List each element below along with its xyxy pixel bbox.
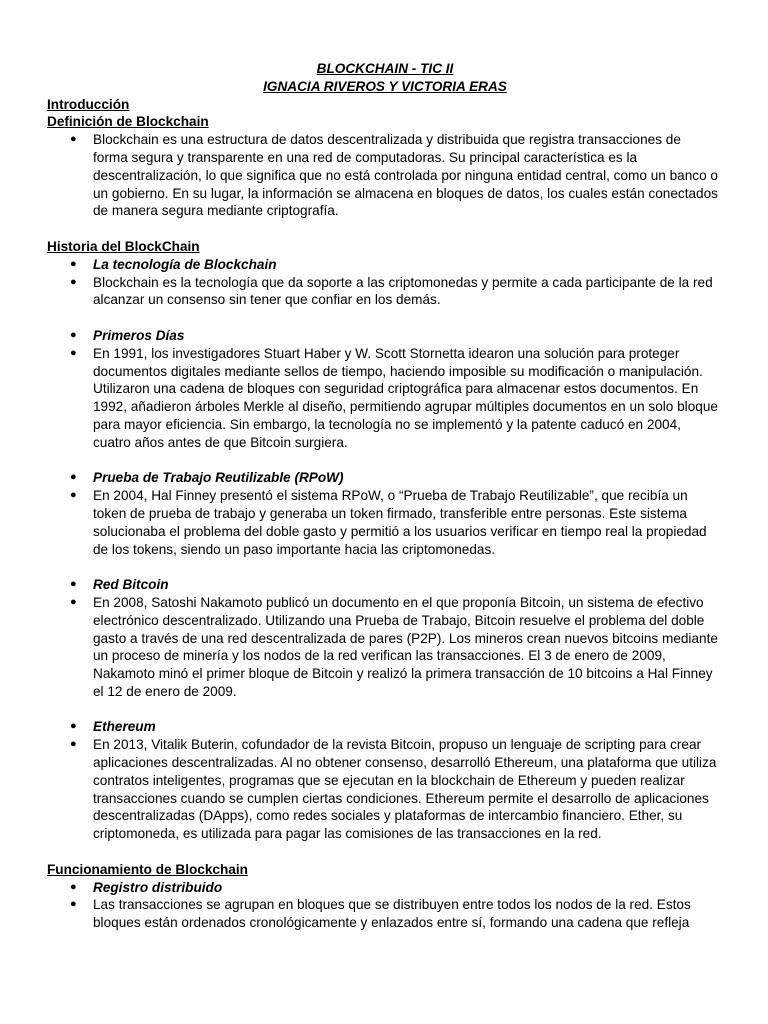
section-subtitle: Registro distribuido bbox=[93, 879, 223, 895]
section-text: Las transacciones se agrupan en bloques que se distribuyen entre todos los nodos de la red. Estos bloques están ordenados cronológicamente y enlazados entre sí, formando una cadena que refleja bbox=[93, 897, 691, 931]
list-item bbox=[47, 576, 719, 594]
list-item bbox=[47, 327, 719, 345]
list-item bbox=[47, 274, 719, 310]
bullet-icon: ● bbox=[70, 738, 77, 751]
bullet-icon: ● bbox=[70, 133, 77, 146]
list-item bbox=[47, 896, 719, 932]
bullet-icon: ● bbox=[70, 578, 77, 591]
operation-heading: Funcionamiento de Blockchain bbox=[47, 861, 248, 877]
section-subtitle: Ethereum bbox=[93, 719, 156, 735]
history-section bbox=[47, 576, 719, 701]
bullet-icon: ● bbox=[70, 720, 77, 733]
bullet-icon: ● bbox=[70, 489, 77, 502]
section-text: En 1991, los investigadores Stuart Haber y W. Scott Stornetta idearon una solución para proteger documentos digitales mediante sellos de tiempo, haciendo imposible su modificación o manipulación. Utilizaron una cadena de bloques con seguridad criptográfica para almacenar estos documentos. En 1992, añadieron árboles Merkle al diseño, permitiendo agrupar múltiples documentos en un solo bloque para mayor eficiencia. Sin embargo, la tecnología no se implementó y la patente caducó en 2004, cuatro años antes de que Bitcoin surgiera. bbox=[93, 345, 718, 450]
history-section bbox=[47, 327, 719, 452]
bullet-icon: ● bbox=[70, 595, 77, 608]
bullet-icon: ● bbox=[70, 471, 77, 484]
list-item bbox=[47, 469, 719, 487]
document-title: BLOCKCHAIN - TIC II bbox=[316, 61, 454, 76]
section-subtitle: Primeros Días bbox=[93, 327, 185, 343]
definition-heading: Definición de Blockchain bbox=[47, 114, 209, 130]
bullet-icon: ● bbox=[70, 257, 77, 270]
list-item bbox=[47, 594, 719, 701]
list-item bbox=[47, 879, 719, 897]
list-item bbox=[47, 345, 719, 452]
bullet-icon: ● bbox=[70, 346, 77, 359]
section-text: En 2013, Vitalik Buterin, cofundador de la revista Bitcoin, propuso un lenguaje de scripting para crear aplicaciones descentralizadas. Al no obtener consenso, desarrolló Ethereum, una plataforma que utiliza contratos inteligentes, programas que se ejecutan en la blockchain de Ethereum y pueden realizar transacciones cuando se cumplen ciertas condiciones. Ethereum permite el desarrollo de aplicaciones descentralizadas (DApps), como redes sociales y plataformas de intercambio financiero. Ether, su criptomoneda, es utilizada para pagar las comisiones de las transacciones en la red. bbox=[93, 737, 717, 842]
list-item bbox=[47, 718, 719, 736]
intro-heading: Introducción bbox=[47, 96, 130, 112]
definition-text: Blockchain es una estructura de datos descentralizada y distribuida que registra transacciones de forma segura y transparente en una red de computadoras. Su principal característica es la descentralización, lo que significa que no está controlada por ninguna entidad central, como un banco o un gobierno. En su lugar, la información se almacena en bloques de datos, los cuales están conectados de manera segura mediante criptografía. bbox=[93, 132, 718, 219]
document-page bbox=[47, 60, 719, 932]
section-subtitle: Red Bitcoin bbox=[93, 577, 169, 593]
history-section bbox=[47, 469, 719, 558]
section-text: En 2004, Hal Finney presentó el sistema RPoW, o “Prueba de Trabajo Reutilizable”, que recibía un token de prueba de trabajo y generaba un token firmado, transferible entre personas. Este sistema solucionaba el problema del doble gasto y permitió a los usuarios verificar en tiempo real la propiedad de los tokens, siendo un paso importante hacia las criptomonedas. bbox=[93, 488, 707, 557]
history-section bbox=[47, 718, 719, 843]
list-item bbox=[47, 256, 719, 274]
document-authors: IGNACIA RIVEROS Y VICTORIA ERAS bbox=[263, 78, 507, 94]
list-item bbox=[47, 736, 719, 843]
section-subtitle: La tecnología de Blockchain bbox=[93, 256, 277, 272]
history-section bbox=[47, 256, 719, 309]
section-text: Blockchain es la tecnología que da soporte a las criptomonedas y permite a cada participante de la red alcanzar un consenso sin tener que confiar en los demás. bbox=[93, 274, 713, 308]
bullet-icon: ● bbox=[70, 275, 77, 288]
history-heading: Historia del BlockChain bbox=[47, 238, 200, 254]
definition-list bbox=[47, 131, 719, 220]
operation-section bbox=[47, 879, 719, 932]
bullet-icon: ● bbox=[70, 880, 77, 893]
bullet-icon: ● bbox=[70, 328, 77, 341]
list-item bbox=[47, 487, 719, 558]
section-text: En 2008, Satoshi Nakamoto publicó un documento en el que proponía Bitcoin, un sistema de efectivo electrónico descentralizado. Utilizando una Prueba de Trabajo, Bitcoin resuelve el problema del doble gasto a través de una red descentralizada de pares (P2P). Los mineros crean nuevos bitcoins mediante un proceso de minería y los nodos de la red verifican las transacciones. El 3 de enero de 2009, Nakamoto minó el primer bloque de Bitcoin y realizó la primera transacción de 10 bitcoins a Hal Finney el 12 de enero de 2009. bbox=[93, 594, 718, 699]
bullet-icon: ● bbox=[70, 898, 77, 911]
section-subtitle: Prueba de Trabajo Reutilizable (RPoW) bbox=[93, 470, 344, 486]
list-item bbox=[47, 131, 719, 220]
